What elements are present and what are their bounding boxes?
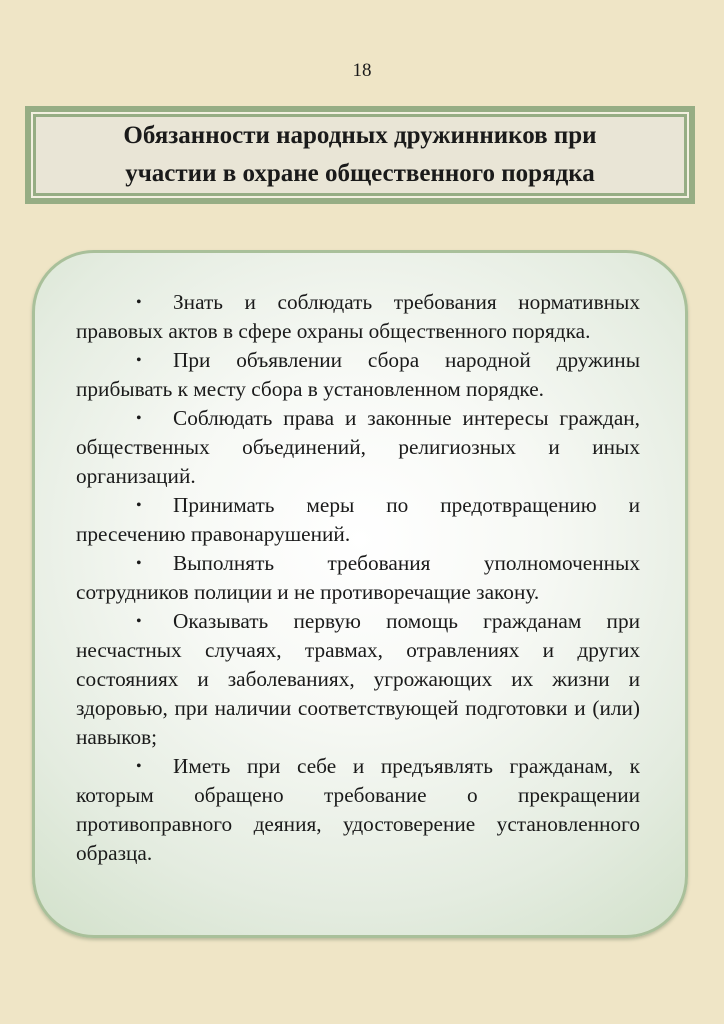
list-item bbox=[76, 549, 640, 607]
page-title-line-1: Обязанности народных дружинников при bbox=[123, 122, 597, 149]
page-title bbox=[123, 117, 596, 193]
bullet-icon: • bbox=[136, 410, 142, 427]
title-frame-inner-line bbox=[31, 112, 689, 198]
list-item-text: Принимать меры по предотвращению и пресечению правонарушений. bbox=[76, 493, 640, 546]
bullet-icon: • bbox=[136, 294, 142, 311]
list-item-text: Знать и соблюдать требования нормативных правовых актов в сфере охраны общественного порядка. bbox=[76, 290, 640, 343]
list-item bbox=[76, 404, 640, 491]
bullet-icon: • bbox=[136, 613, 142, 630]
title-frame bbox=[25, 106, 695, 204]
page-number: 18 bbox=[352, 60, 372, 81]
bullet-icon: • bbox=[136, 758, 142, 775]
list-item-text: Иметь при себе и предъявлять гражданам, к которым обращено требование о прекращении противоправного деяния, удостоверение установленного образца. bbox=[76, 754, 640, 865]
list-item bbox=[76, 491, 640, 549]
list-item-text: Оказывать первую помощь гражданам при несчастных случаях, травмах, отравлениях и других состояниях и заболеваниях, угрожающих их жизни и здоровью, при наличии соответствующей подготовки и (или) навыков; bbox=[76, 609, 640, 749]
list-item bbox=[76, 346, 640, 404]
list-item-text: Выполнять требования уполномоченных сотрудников полиции и не противоречащие закону. bbox=[76, 551, 640, 604]
list-item-text: При объявлении сбора народной дружины прибывать к месту сбора в установленном порядке. bbox=[76, 348, 640, 401]
list-item bbox=[76, 752, 640, 868]
list-item bbox=[76, 288, 640, 346]
bullet-icon: • bbox=[136, 352, 142, 369]
duties-list bbox=[76, 288, 640, 868]
list-item bbox=[76, 607, 640, 752]
title-panel bbox=[36, 117, 684, 193]
list-item-text: Соблюдать права и законные интересы граждан, общественных объединений, религиозных и иных организаций. bbox=[76, 406, 640, 488]
page-title-line-2: участии в охране общественного порядка bbox=[125, 160, 595, 187]
bullet-icon: • bbox=[136, 555, 142, 572]
bullet-icon: • bbox=[136, 497, 142, 514]
